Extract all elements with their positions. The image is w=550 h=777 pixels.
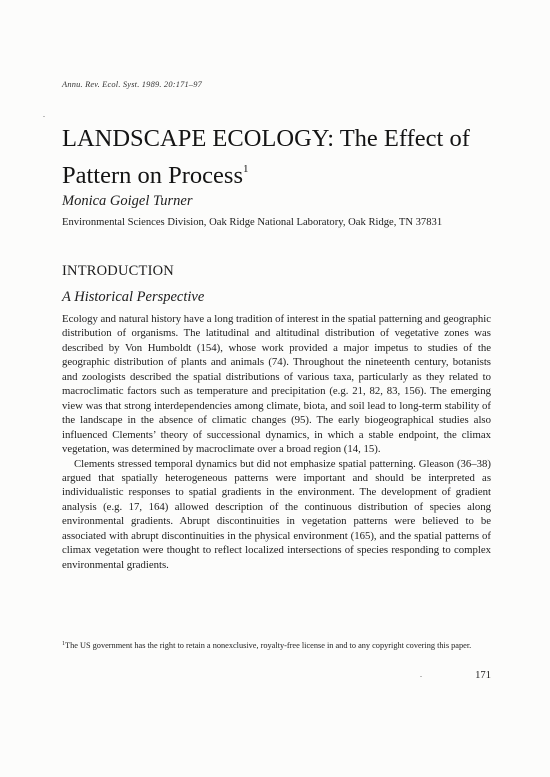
scan-speck — [43, 116, 45, 117]
scan-speck — [420, 676, 422, 677]
article-title — [62, 124, 502, 191]
footnote-text: The US government has the right to retain a nonexclusive, royalty-free license in and to any copyright covering this paper. — [65, 641, 472, 650]
journal-reference: Annu. Rev. Ecol. Syst. 1989. 20:171–97 — [62, 80, 203, 89]
author-affiliation: Environmental Sciences Division, Oak Ridge National Laboratory, Oak Ridge, TN 37831 — [62, 217, 443, 228]
footnote — [62, 638, 491, 653]
paragraph: Clements stressed temporal dynamics but did not emphasize spatial patterning. Gleason (36–38) argued that spatially heterogeneous patterns were important and should be interpreted as individualistic responses to spatial gradients in the environment. The development of gradient analysis (e.g. 17, 164) allowed description of the continuous distribution of species along environmental gradients. Abrupt discontinuities in vegetation patterns were believed to be associated with abrupt discontinuities in the physical environment (165), and the spatial patterns of climax vegetation were thought to reflect localized intersections of species responding to complex environmental gradients. — [62, 457, 491, 571]
body-text — [62, 312, 491, 572]
page-number: 171 — [475, 670, 491, 681]
footnote-marker: 1 — [62, 641, 65, 647]
author-name: Monica Goigel Turner — [62, 193, 193, 209]
section-heading: INTRODUCTION — [62, 263, 174, 279]
article-title-text: LANDSCAPE ECOLOGY: The Effect of Pattern on Process — [62, 125, 470, 189]
title-footnote-marker[interactable]: 1 — [243, 163, 249, 175]
subsection-heading: A Historical Perspective — [62, 289, 205, 305]
paragraph: Ecology and natural history have a long tradition of interest in the spatial patterning and geographic distribution of organisms. The latitudinal and altitudinal distribution of vegetative zones was described by Von Humboldt (154), whose work provided a major impetus to studies of the geographic distribution of plants and animals (74). Throughout the nineteenth century, botanists and zoologists described the spatial distributions of various taxa, particularly as they related to macroclimatic factors such as temperature and precipitation (e.g. 21, 82, 83, 156). The emerging view was that strong interdependencies among climate, biota, and soil lead to long-term stability of the landscape in the absence of climatic changes (95). The early biogeographical studies also influenced Clements’ theory of successional dynamics, in which a stable endpoint, the climax vegetation, was determined by macroclimate over a broad region (14, 15). — [62, 313, 491, 456]
